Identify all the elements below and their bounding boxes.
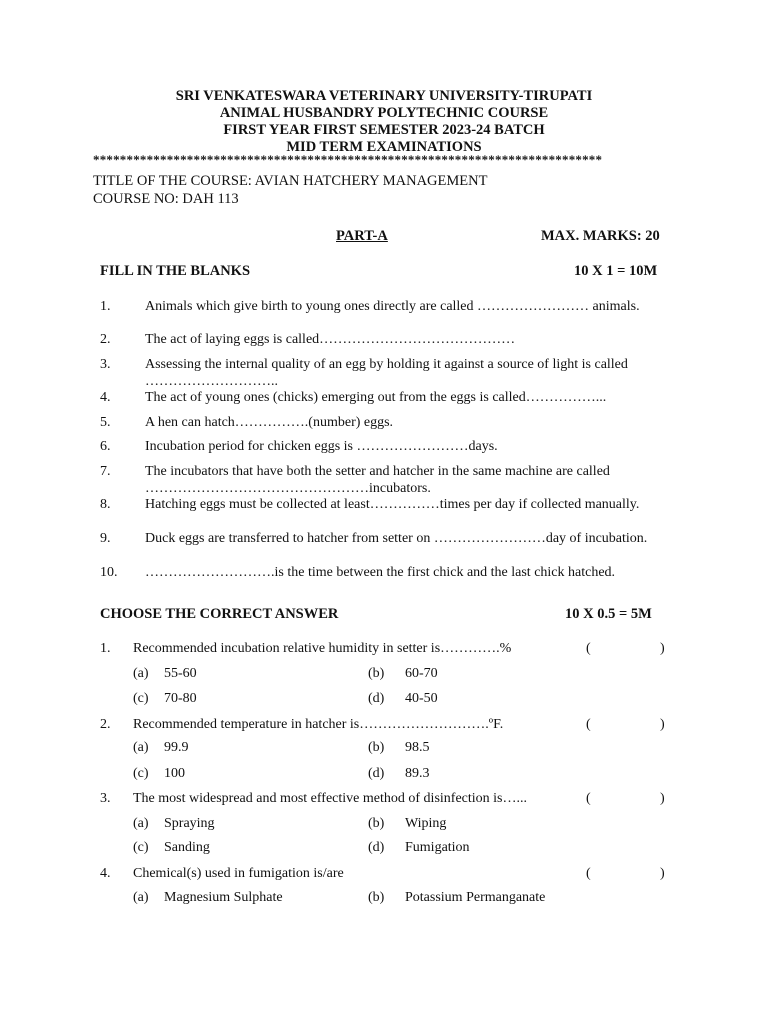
fill-blank-number: 5. [100,415,111,430]
answer-paren-open: ( [586,866,591,881]
option-text: 100 [164,766,185,781]
option-text: Fumigation [405,840,470,855]
fill-blank-number: 8. [100,497,111,512]
fill-blank-number: 4. [100,390,111,405]
answer-paren-close: ) [660,641,665,656]
fill-blank-number: 1. [100,299,111,314]
answer-paren-open: ( [586,717,591,732]
fill-blank-question: ……………………….is the time between the first chick and the last chick hatched. [145,565,616,580]
fill-blank-question: The act of laying eggs is called…………………………………… [145,332,516,347]
mcq-number: 4. [100,866,111,881]
fill-blank-number: 3. [100,357,111,372]
option-text: 60-70 [405,666,438,681]
semester-batch: FIRST YEAR FIRST SEMESTER 2023-24 BATCH [223,122,545,138]
option-letter: (c) [133,691,149,706]
answer-paren-open: ( [586,791,591,806]
mcq-number: 2. [100,717,111,732]
mcq-marks: 10 X 0.5 = 5M [565,606,652,622]
mcq-number: 3. [100,791,111,806]
option-text: 98.5 [405,740,430,755]
option-letter: (c) [133,840,149,855]
option-text: 70-80 [164,691,197,706]
university-name: SRI VENKATESWARA VETERINARY UNIVERSITY-TIRUPATI [175,88,593,104]
option-letter: (d) [368,691,385,706]
mcq-question: Chemical(s) used in fumigation is/are [133,866,344,881]
option-text: 99.9 [164,740,189,755]
option-text: Spraying [164,816,215,831]
fill-blank-question: Assessing the internal quality of an egg by holding it against a source of light is called ……………………….. [145,357,628,389]
fill-blank-number: 7. [100,464,111,479]
option-letter: (a) [133,666,149,681]
option-text: 89.3 [405,766,430,781]
answer-paren-close: ) [660,866,665,881]
option-text: Sanding [164,840,210,855]
fill-blank-question: Duck eggs are transferred to hatcher from setter on ……………………day of incubation. [145,531,648,546]
option-letter: (b) [368,740,385,755]
option-letter: (c) [133,766,149,781]
mcq-question: The most widespread and most effective method of disinfection is…... [133,791,527,806]
course-title: TITLE OF THE COURSE: AVIAN HATCHERY MANAGEMENT [93,173,488,189]
star-divider: **************************************************************************** [93,152,603,167]
fill-blank-question: A hen can hatch…………….(number) eggs. [145,415,394,430]
option-letter: (d) [368,766,385,781]
fill-blank-number: 2. [100,332,111,347]
answer-paren-open: ( [586,641,591,656]
max-marks: MAX. MARKS: 20 [541,228,660,244]
mcq-number: 1. [100,641,111,656]
option-letter: (b) [368,816,385,831]
option-text: Magnesium Sulphate [164,890,283,905]
exam-type: MID TERM EXAMINATIONS [286,139,482,155]
fill-blank-question: The act of young ones (chicks) emerging out from the eggs is called……………... [145,390,607,405]
option-letter: (a) [133,890,149,905]
course-number: COURSE NO: DAH 113 [93,191,239,207]
fill-blank-question: Incubation period for chicken eggs is ……………………days. [145,439,498,454]
option-letter: (d) [368,840,385,855]
option-letter: (b) [368,890,385,905]
option-text: 55-60 [164,666,197,681]
option-letter: (a) [133,740,149,755]
fill-blanks-marks: 10 X 1 = 10M [574,263,658,279]
mcq-heading: CHOOSE THE CORRECT ANSWER [100,606,339,622]
course-program: ANIMAL HUSBANDRY POLYTECHNIC COURSE [219,105,549,121]
fill-blank-question: The incubators that have both the setter and hatcher in the same machine are called …………………………………………incubators. [145,464,610,496]
option-text: Wiping [405,816,447,831]
option-letter: (a) [133,816,149,831]
fill-blank-number: 10. [100,565,118,580]
mcq-question: Recommended temperature in hatcher is……………………….ºF. [133,717,504,732]
fill-blank-number: 9. [100,531,111,546]
option-text: 40-50 [405,691,438,706]
option-text: Potassium Permanganate [405,890,546,905]
part-label: PART-A [336,228,388,244]
mcq-question: Recommended incubation relative humidity in setter is………….% [133,641,512,656]
option-letter: (b) [368,666,385,681]
fill-blank-number: 6. [100,439,111,454]
fill-blanks-heading: FILL IN THE BLANKS [100,263,251,279]
answer-paren-close: ) [660,791,665,806]
fill-blank-question: Animals which give birth to young ones directly are called …………………… animals. [145,299,640,314]
fill-blank-question: Hatching eggs must be collected at least……………times per day if collected manually. [145,497,640,512]
answer-paren-close: ) [660,717,665,732]
